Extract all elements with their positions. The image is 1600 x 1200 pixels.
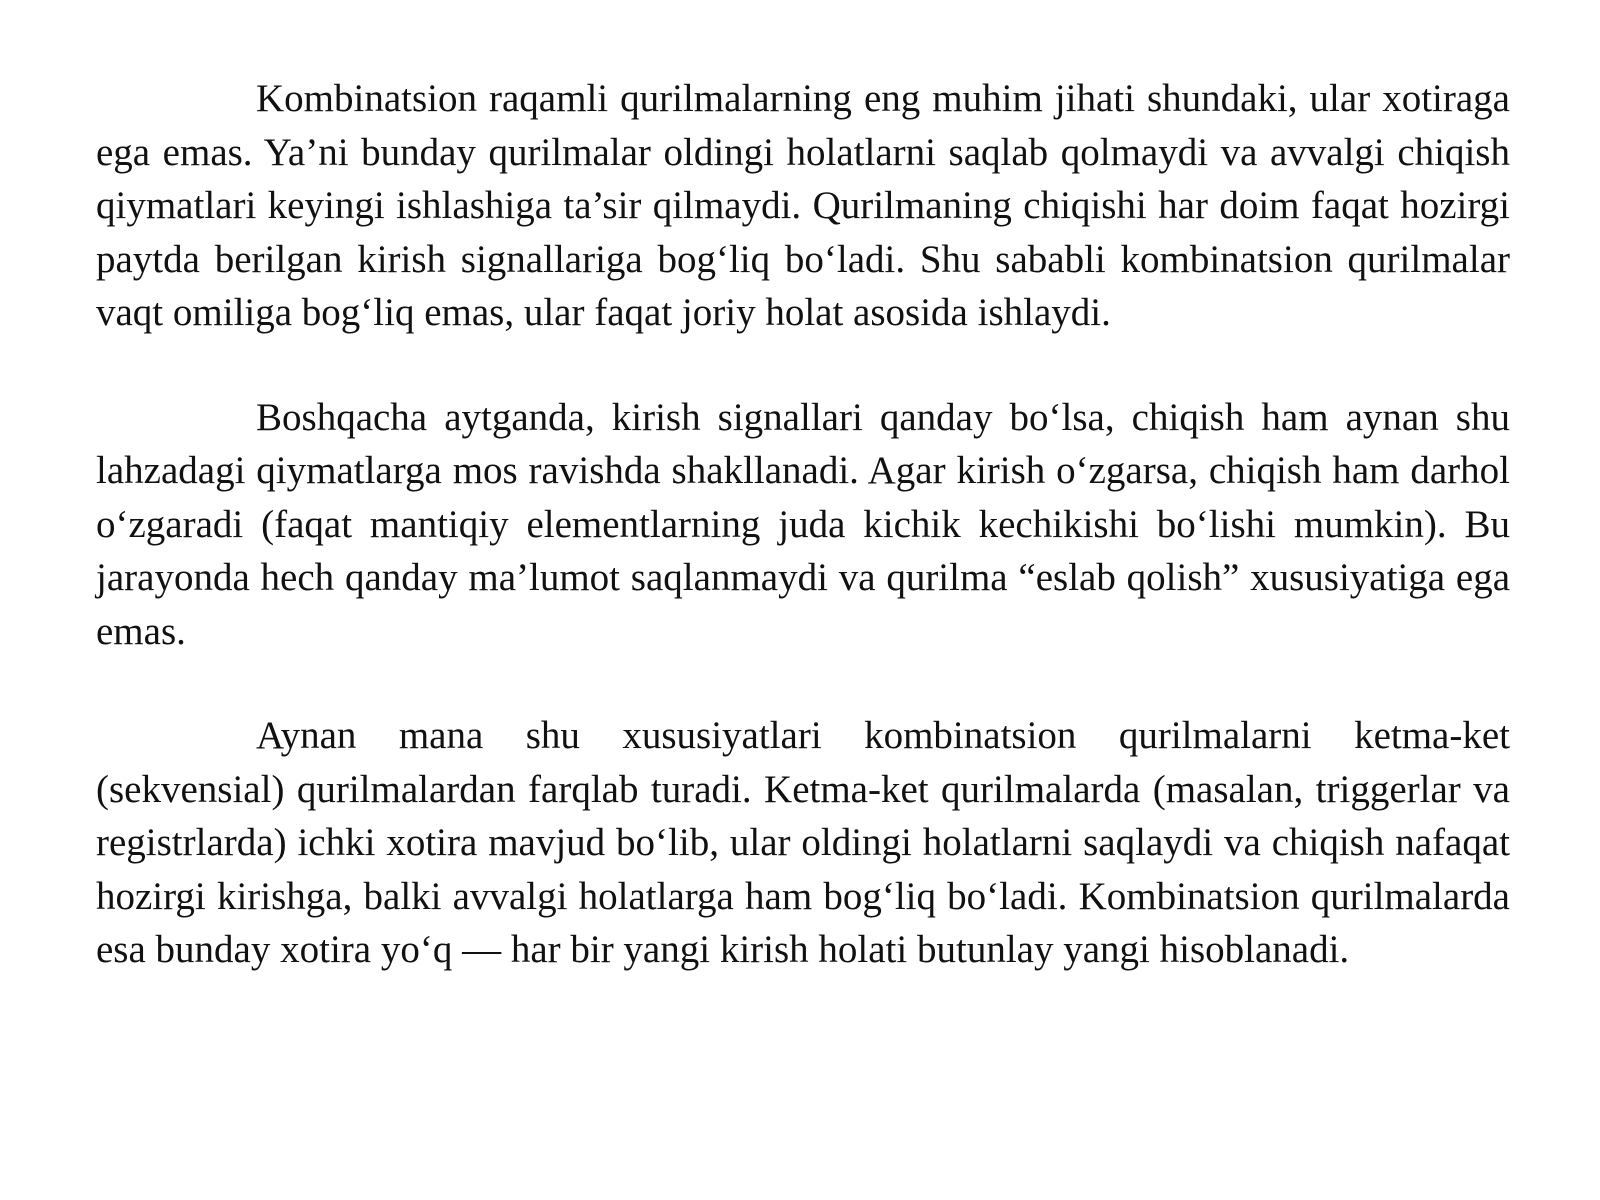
paragraph-3: Aynan mana shu xususiyatlari kombinatsion qurilmalarni ketma-ket (sekvensial) qurilmalardan farqlab turadi. Ketma-ket qurilmalarda (masalan, triggerlar va registrlarda) ichki xotira mavjud bo‘lib, ular oldingi holatlarni saqlaydi va chiqish nafaqat hozirgi kirishga, balki avvalgi holatlarga ham bog‘liq bo‘ladi. Kombinatsion qurilmalarda esa bunday xotira yo‘q — har bir yangi kirish holati butunlay yangi hisoblanadi. <box>96 714 1510 971</box>
paragraph-2: Boshqacha aytganda, kirish signallari qanday bo‘lsa, chiqish ham aynan shu lahzadagi qiymatlarga mos ravishda shakllanadi. Agar kirish o‘zgarsa, chiqish ham darhol o‘zgaradi (faqat mantiqiy elementlarning juda kichik kechikishi bo‘lishi mumkin). Bu jarayonda hech qanday ma’lumot saqlanmaydi va qurilma “eslab qolish” xususiyatiga ega emas. <box>96 395 1510 653</box>
paragraph-1: Kombinatsion raqamli qurilmalarning eng muhim jihati shundaki, ular xotiraga ega emas. Ya’ni bunday qurilmalar oldingi holatlarni saqlab qolmaydi va avvalgi chiqish qiymatlari keyingi ishlashiga ta’sir qilmaydi. Qurilmaning chiqishi har doim faqat hozirgi paytda berilgan kirish signallariga bog‘liq bo‘ladi. Shu sababli kombinatsion qurilmalar vaqt omiliga bog‘liq emas, ular faqat joriy holat asosida ishlaydi. <box>96 77 1510 334</box>
document-page <box>96 72 1510 977</box>
